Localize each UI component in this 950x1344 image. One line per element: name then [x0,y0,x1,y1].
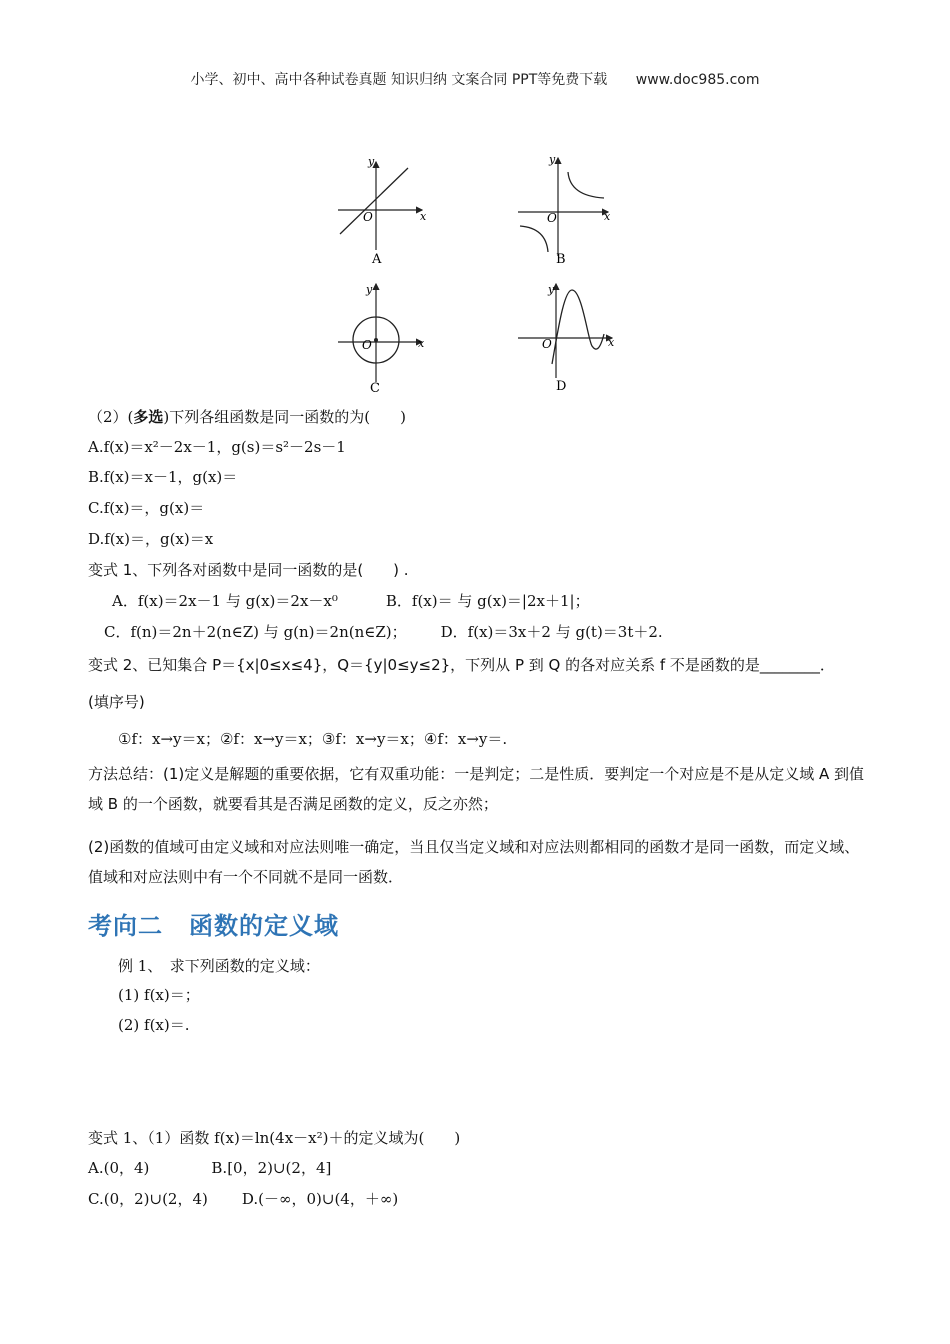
section-number: 考向二 [88,912,163,940]
v2-stem: 变式 2、已知集合 P＝{x|0≤x≤4}，Q＝{y|0≤y≤2}，下列从 P 到 Q 的各对应关系 f 不是函数的是________． [88,656,835,674]
q2-option-c: C.f(x)＝，g(x)＝ [88,499,205,517]
graph-d [518,283,615,394]
example1-stem: 例 1、 求下列函数的定义域： [118,957,320,975]
q2-stem [88,407,406,427]
section-title: 函数的定义域 [189,912,339,940]
v1-option-a: A．f(x)＝2x－1 与 g(x)＝2x－x⁰ [112,592,338,610]
page-header [0,69,950,89]
graph-b-y-label: y [549,153,556,166]
v1-row-1 [112,591,590,611]
graph-d-origin: O [542,337,552,351]
v1-row-2 [104,622,663,642]
q2-option-a: A.f(x)＝x²－2x－1，g(s)＝s²－2s－1 [88,438,346,456]
example1-q2: (2) f(x)＝. [118,1016,190,1034]
summary-p2: (2)函数的值域可由定义域和对应法则唯一确定，当且仅当定义域和对应法则都相同的函数才是同一函数，而定义域、值域和对应法则中有一个不同就不是同一函数． [88,838,860,886]
v1-option-d: D．f(x)＝3x＋2 与 g(t)＝3t＋2. [440,623,663,641]
v1b-option-d: D.(－∞，0)∪(4，＋∞) [241,1190,399,1208]
q2-stem-text: )下列各组函数是同一函数的为( ) [163,408,406,426]
graph-a [338,155,427,267]
v2-options: ①f：x→y＝x；②f：x→y＝x；③f：x→y＝x；④f：x→y＝. [118,730,508,748]
graph-d-label: D [556,379,567,394]
function-graphs [320,150,640,400]
graph-c-y-label: y [366,283,373,296]
summary-p1: 方法总结：(1)定义是解题的重要依据，它有双重功能：一是判定；二是性质．要判定一个对应是不是从定义域 A 到值域 B 的一个函数，就要看其是否满足函数的定义，反之亦然； [88,765,865,813]
q2-stem-tag: 多选 [133,408,164,426]
v1-option-b: B．f(x)＝ 与 g(x)＝|2x＋1|； [385,592,590,610]
graph-b-label: B [556,252,566,267]
q2-stem-prefix: （2）( [88,408,134,426]
q2-option-b: B.f(x)＝x－1，g(x)＝ [88,468,238,486]
header-text: 小学、初中、高中各种试卷真题 知识归纳 文案合同 PPT等免费下载 [190,72,608,88]
v1b-option-a: A.(0，4) [88,1159,150,1177]
v1b-stem: 变式 1、（1）函数 f(x)＝ln(4x－x²)＋的定义域为( ) [88,1129,461,1147]
graph-d-x-label: x [608,336,615,349]
graph-a-y-label: y [368,155,375,168]
graph-a-origin: O [363,210,373,224]
v1b-option-c: C.(0，2)∪(2，4) [88,1190,208,1208]
graph-b-x-label: x [604,210,611,223]
graph-c-x-label: x [418,337,425,350]
q2-option-d: D.f(x)＝，g(x)＝x [88,530,214,548]
graph-b-origin: O [547,211,557,225]
v2-note: (填序号) [88,693,145,711]
graph-c-origin: O [362,338,372,352]
section-heading [88,906,365,941]
graph-d-y-label: y [548,283,555,296]
header-site: www.doc985.com [635,72,760,88]
v1b-option-b: B.[0，2)∪(2，4] [211,1159,332,1177]
example1-q1: (1) f(x)＝； [118,986,200,1004]
v1-option-c: C．f(n)＝2n＋2(n∈Z) 与 g(n)＝2n(n∈Z)； [104,623,407,641]
graph-a-x-label: x [420,210,427,223]
graph-c [338,283,425,396]
graph-b [518,153,611,267]
graph-a-label: A [372,252,382,267]
graph-c-label: C [370,381,380,396]
v1-stem: 变式 1、下列各对函数中是同一函数的是( ) . [88,561,409,579]
v1b-row-2 [88,1189,398,1209]
v1b-row-1 [88,1158,331,1178]
